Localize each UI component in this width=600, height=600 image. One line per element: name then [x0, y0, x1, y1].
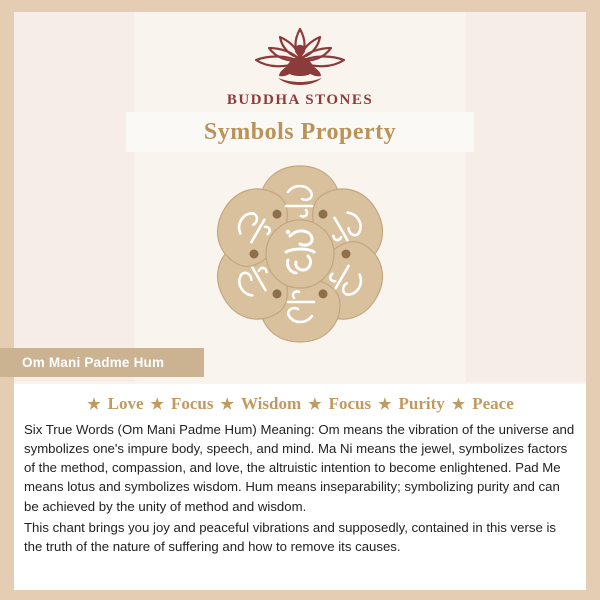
lotus-meditation-icon [14, 26, 586, 88]
title-bar [126, 112, 474, 152]
star-icon: ★ [451, 396, 466, 413]
star-icon: ★ [220, 396, 234, 413]
frame-border-top [0, 0, 600, 12]
paragraph-meaning: Six True Words (Om Mani Padme Hum) Meaning: Om means the vibration of the universe and symbolizes one's impure body, speech, and mind. Ma Ni means the jewel, symbolizes factors of the method, compassion, and love, the altruistic intention to become enlightened. Pad Me means lotus and symbolizes wisdom. Hum means inseparability; symbolizing purity and can be achieved by the unity of method and wisdom. [24, 422, 575, 514]
frame-border-right [586, 0, 600, 600]
keyword-peace: Peace [472, 394, 514, 413]
paragraph-chant: This chant brings you joy and peaceful vibrations and supposedly, contained in this verse is the truth of the nature of suffering and how to remove its causes. [24, 519, 556, 554]
frame-border-left [0, 0, 14, 600]
om-mani-padme-hum-mandala-icon [170, 334, 430, 351]
symbol-name-tab [0, 348, 204, 377]
star-icon: ★ [308, 396, 322, 413]
brand-logo [14, 26, 586, 109]
star-icon: ★ [378, 396, 392, 413]
symbol-name-label: Om Mani Padme Hum [22, 355, 165, 370]
keyword-purity: Purity [398, 394, 445, 413]
brand-name: BUDDHA STONES [226, 92, 374, 108]
keyword-focus-1: Focus [171, 394, 214, 413]
body-text [20, 420, 580, 556]
page-title: Symbols Property [203, 118, 397, 145]
keyword-list [20, 394, 580, 414]
frame-border-bottom [0, 590, 600, 600]
star-icon: ★ [150, 396, 164, 413]
keyword-love: Love [107, 394, 144, 413]
description-section [14, 384, 586, 590]
content-panel [14, 12, 586, 590]
mandala-illustration [14, 162, 586, 352]
keyword-focus-2: Focus [328, 394, 372, 413]
keyword-wisdom: Wisdom [240, 394, 302, 413]
star-icon: ★ [87, 396, 101, 413]
